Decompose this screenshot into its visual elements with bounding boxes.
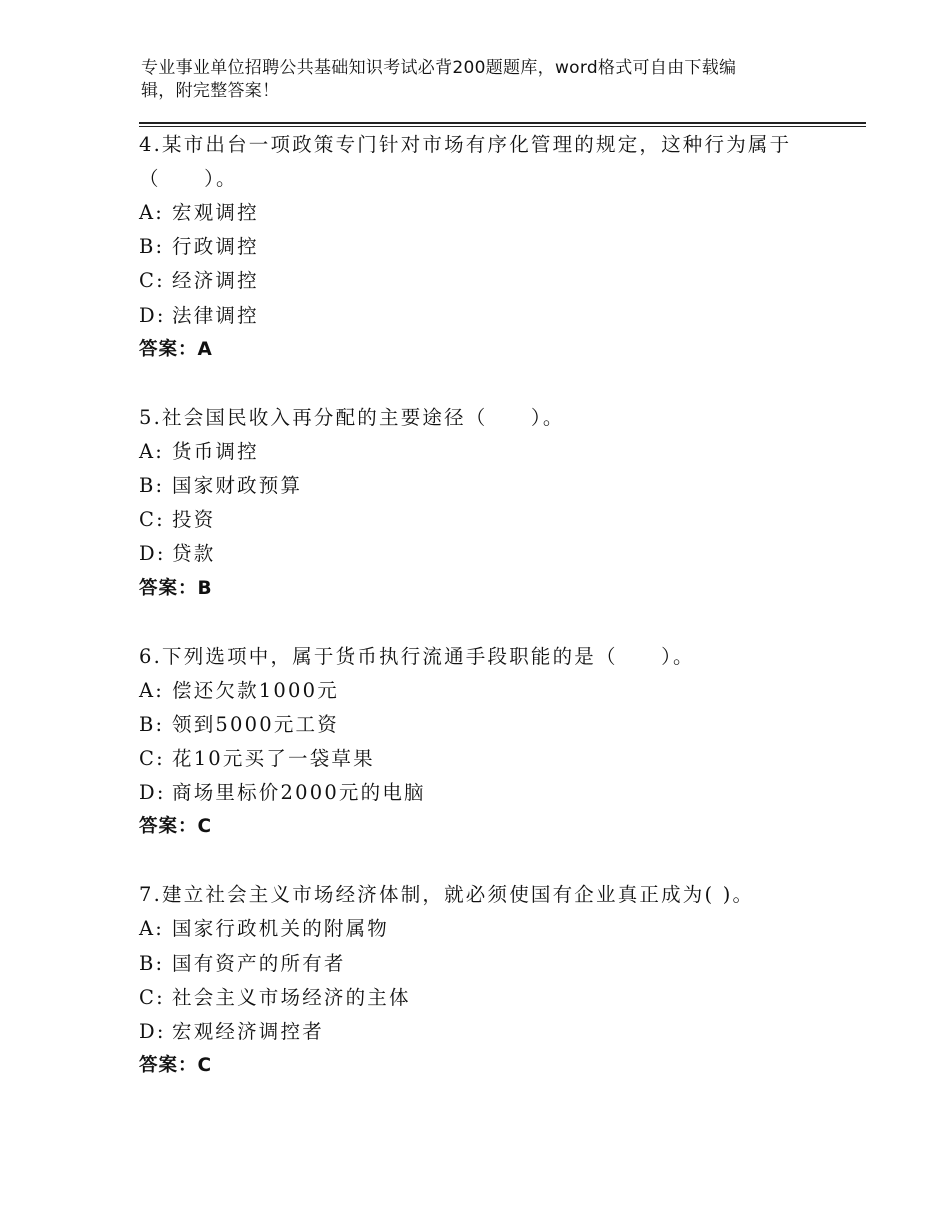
option-a [139,435,869,469]
option-letter: D: [139,781,166,805]
option-text: 宏观调控 [172,201,259,224]
option-c [139,981,869,1015]
question-stem: 7.建立社会主义市场经济体制，就必须使国有企业真正成为( )。 [139,883,755,907]
option-text: 花10元买了一袋草果 [172,747,375,771]
option-text: 领到5000元工资 [172,712,339,736]
option-a [139,674,869,708]
option-a [139,196,869,230]
option-letter: B: [139,951,165,975]
option-letter: A: [139,678,165,702]
question-stem: 4.某市出台一项政策专门针对市场有序化管理的规定，这种行为属于 [139,133,792,156]
question-7 [139,878,869,1083]
answer-key: 答案：A [139,338,213,360]
question-stem: 6.下列选项中，属于货币执行流通手段职能的是（ ）。 [139,644,695,668]
question-4 [139,128,869,367]
option-text: 法律调控 [172,303,259,327]
question-stem-continued: （ ）。 [139,167,238,190]
option-text: 国家财政预算 [172,474,303,498]
question-5 [139,401,869,606]
option-letter: B: [139,712,165,736]
question-spacer [139,606,869,640]
option-letter: D: [139,1020,166,1044]
option-letter: C: [139,508,165,532]
question-stem: 5.社会国民收入再分配的主要途径（ ）。 [139,405,565,429]
option-text: 投资 [172,508,216,532]
question-6 [139,640,869,845]
option-letter: C: [139,747,165,771]
option-text: 货币调控 [172,439,259,463]
option-text: 宏观经济调控者 [172,1020,324,1044]
option-c [139,742,869,776]
option-text: 国家行政机关的附属物 [172,917,390,941]
option-letter: A: [139,917,165,941]
answer-key: 答案：B [139,577,213,599]
option-text: 行政调控 [172,235,259,259]
header-line-2: 辑，附完整答案！ [141,81,280,101]
option-b [139,230,869,264]
option-letter: A: [139,201,165,224]
option-d [139,299,869,333]
option-text: 贷款 [172,542,216,566]
option-b [139,469,869,503]
option-text: 社会主义市场经济的主体 [172,985,411,1009]
option-letter: D: [139,303,166,327]
question-spacer [139,367,869,401]
answer-key: 答案：C [139,816,213,838]
header-line-1: 专业事业单位招聘公共基础知识考试必背200题题库，word格式可自由下载编 [141,58,737,78]
question-spacer [139,844,869,878]
option-letter: C: [139,269,165,293]
option-text: 经济调控 [172,269,259,293]
option-letter: D: [139,542,166,566]
option-b [139,708,869,742]
option-letter: A: [139,439,165,463]
answer-key: 答案：C [139,1055,213,1077]
option-letter: B: [139,235,165,259]
question-list [139,128,869,1083]
option-text: 商场里标价2000元的电脑 [172,781,426,805]
option-text: 偿还欠款1000元 [172,678,339,702]
option-d [139,537,869,571]
option-text: 国有资产的所有者 [172,951,346,975]
option-c [139,264,869,298]
option-d [139,1015,869,1049]
option-c [139,503,869,537]
option-b [139,947,869,981]
header-divider-thin [139,126,866,127]
option-a [139,912,869,946]
option-d [139,776,869,810]
option-letter: C: [139,985,165,1009]
document-header [141,57,791,103]
header-divider-thick [139,122,866,124]
option-letter: B: [139,474,165,498]
